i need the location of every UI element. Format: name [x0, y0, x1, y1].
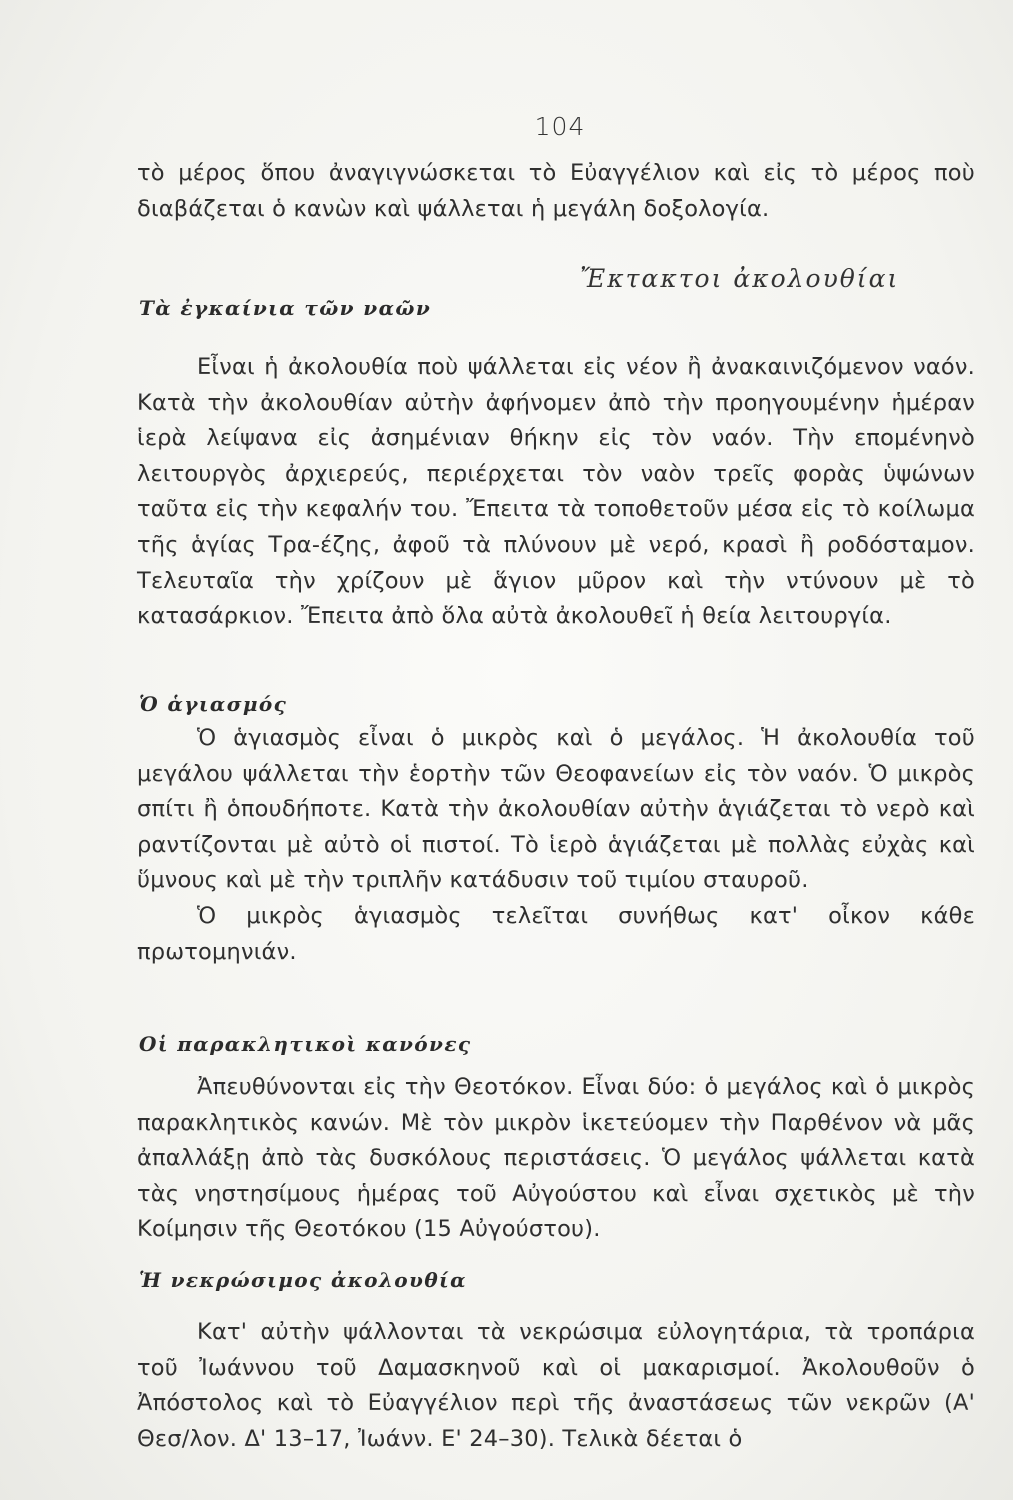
section-paragraph: Εἶναι ἡ ἀκολουθία ποὺ ψάλλεται εἰς νέον ἢ ἀνακαινιζόμενον ναόν. Κατὰ τὴν ἀκολουθίαν αὐτὴν ἀφήνομεν ἀπὸ τὴν προηγουμένην ἡμέραν ἱερὰ λείψανα εἰς ἀσημένιαν θήκην εἰς τὸν ναόν. Τὴν επομένηνὸ λειτουργὸς ἀρχιερεύς, περιέρχεται τὸν ναὸν τρεῖς φορὰς ὑψώνων ταῦτα εἰς τὴν κεφαλήν του. Ἔπειτα τὰ τοποθετοῦν μέσα εἰς τὸ κοίλωμα τῆς ἁγίας Τρα-έζης, ἀφοῦ τὰ πλύνουν μὲ νερό, κρασὶ ἢ ροδόσταμον. Τελευταῖα τὴν χρίζουν μὲ ἅγιον μῦρον καὶ τὴν ντύνουν μὲ τὸ κατασάρκιον. Ἔπειτα ἀπὸ ὅλα αὐτὰ ἀκολουθεῖ ἡ θεία λειτουργία.: [137, 354, 975, 630]
section-paragraph: Ὁ μικρὸς ἁγιασμὸς τελεῖται συνήθως κατ' οἶκον κάθε πρωτομηνιάν.: [137, 902, 975, 965]
section-heading-consecration: Τὰ ἐγκαίνια τῶν ναῶν: [139, 296, 432, 320]
section-paragraph: Ὁ ἁγιασμὸς εἶναι ὁ μικρὸς καὶ ὁ μεγάλος. Ἡ ἀκολουθία τοῦ μεγάλου ψάλλεται τὴν ἑορτὴν τῶν Θεοφανείων εἰς τὸν ναόν. Ὁ μικρὸς σπίτι ἢ ὁπουδήποτε. Κατὰ τὴν ἀκολουθίαν αὐτὴν ἁγιάζεται τὸ νερὸ καὶ ραντίζονται μὲ αὐτὸ οἱ πιστοί. Τὸ ἱερὸ ἁγιάζεται μὲ πολλὰς εὐχὰς καὶ ὕμνους καὶ μὲ τὴν τριπλῆν κατάδυσιν τοῦ τιμίου σταυροῦ.: [137, 725, 975, 894]
page-number: 104: [534, 112, 586, 141]
section-heading-funeral-service: Ἡ νεκρώσιμος ἀκολουθία: [139, 1268, 467, 1292]
section-heading-supplicatory-canons: Οἱ παρακλητικοὶ κανόνες: [139, 1032, 472, 1056]
section-paragraph: Κατ' αὐτὴν ψάλλονται τὰ νεκρώσιμα εὐλογητάρια, τὰ τροπάρια τοῦ Ἰωάννου τοῦ Δαμασκηνοῦ καὶ οἱ μακαρισμοί. Ἀκολουθοῦν ὁ Ἀπόστολος καὶ τὸ Εὐαγγέλιον περὶ τῆς ἀναστάσεως τῶν νεκρῶν (Α' Θεσ/λον. Δ' 13–17, Ἰωάνν. Ε' 24–30). Τελικὰ δέεται ὁ: [137, 1319, 975, 1452]
intro-text: τὸ μέρος ὅπου ἀναγιγνώσκεται τὸ Εὐαγγέλιον καὶ εἰς τὸ μέρος ποὺ διαβάζεται ὁ κανὼν καὶ ψάλλεται ἡ μεγάλη δοξολογία.: [137, 160, 975, 222]
intro-paragraph: [137, 156, 975, 227]
section-heading-blessing: Ὁ ἁγιασμός: [139, 692, 288, 716]
section-body-blessing: [137, 721, 975, 970]
section-body-funeral-service: [137, 1315, 975, 1457]
section-body-supplicatory-canons: [137, 1070, 975, 1248]
section-body-consecration: [137, 350, 975, 635]
chapter-title: Ἔκτακτοι ἀκολουθίαι: [580, 264, 900, 293]
section-paragraph: Ἀπευθύνονται εἰς τὴν Θεοτόκον. Εἶναι δύο: ὁ μεγάλος καὶ ὁ μικρὸς παρακλητικὸς κανών. Μὲ τὸν μικρὸν ἱκετεύομεν τὴν Παρθένον νὰ μᾶς ἀπαλλάξῃ ἀπὸ τὰς δυσκόλους περιστάσεις. Ὁ μεγάλος ψάλλεται κατὰ τὰς νηστησίμους ἡμέρας τοῦ Αὐγούστου καὶ εἶναι σχετικὸς μὲ τὴν Κοίμησιν τῆς Θεοτόκου (15 Αὐγούστου).: [137, 1074, 975, 1243]
